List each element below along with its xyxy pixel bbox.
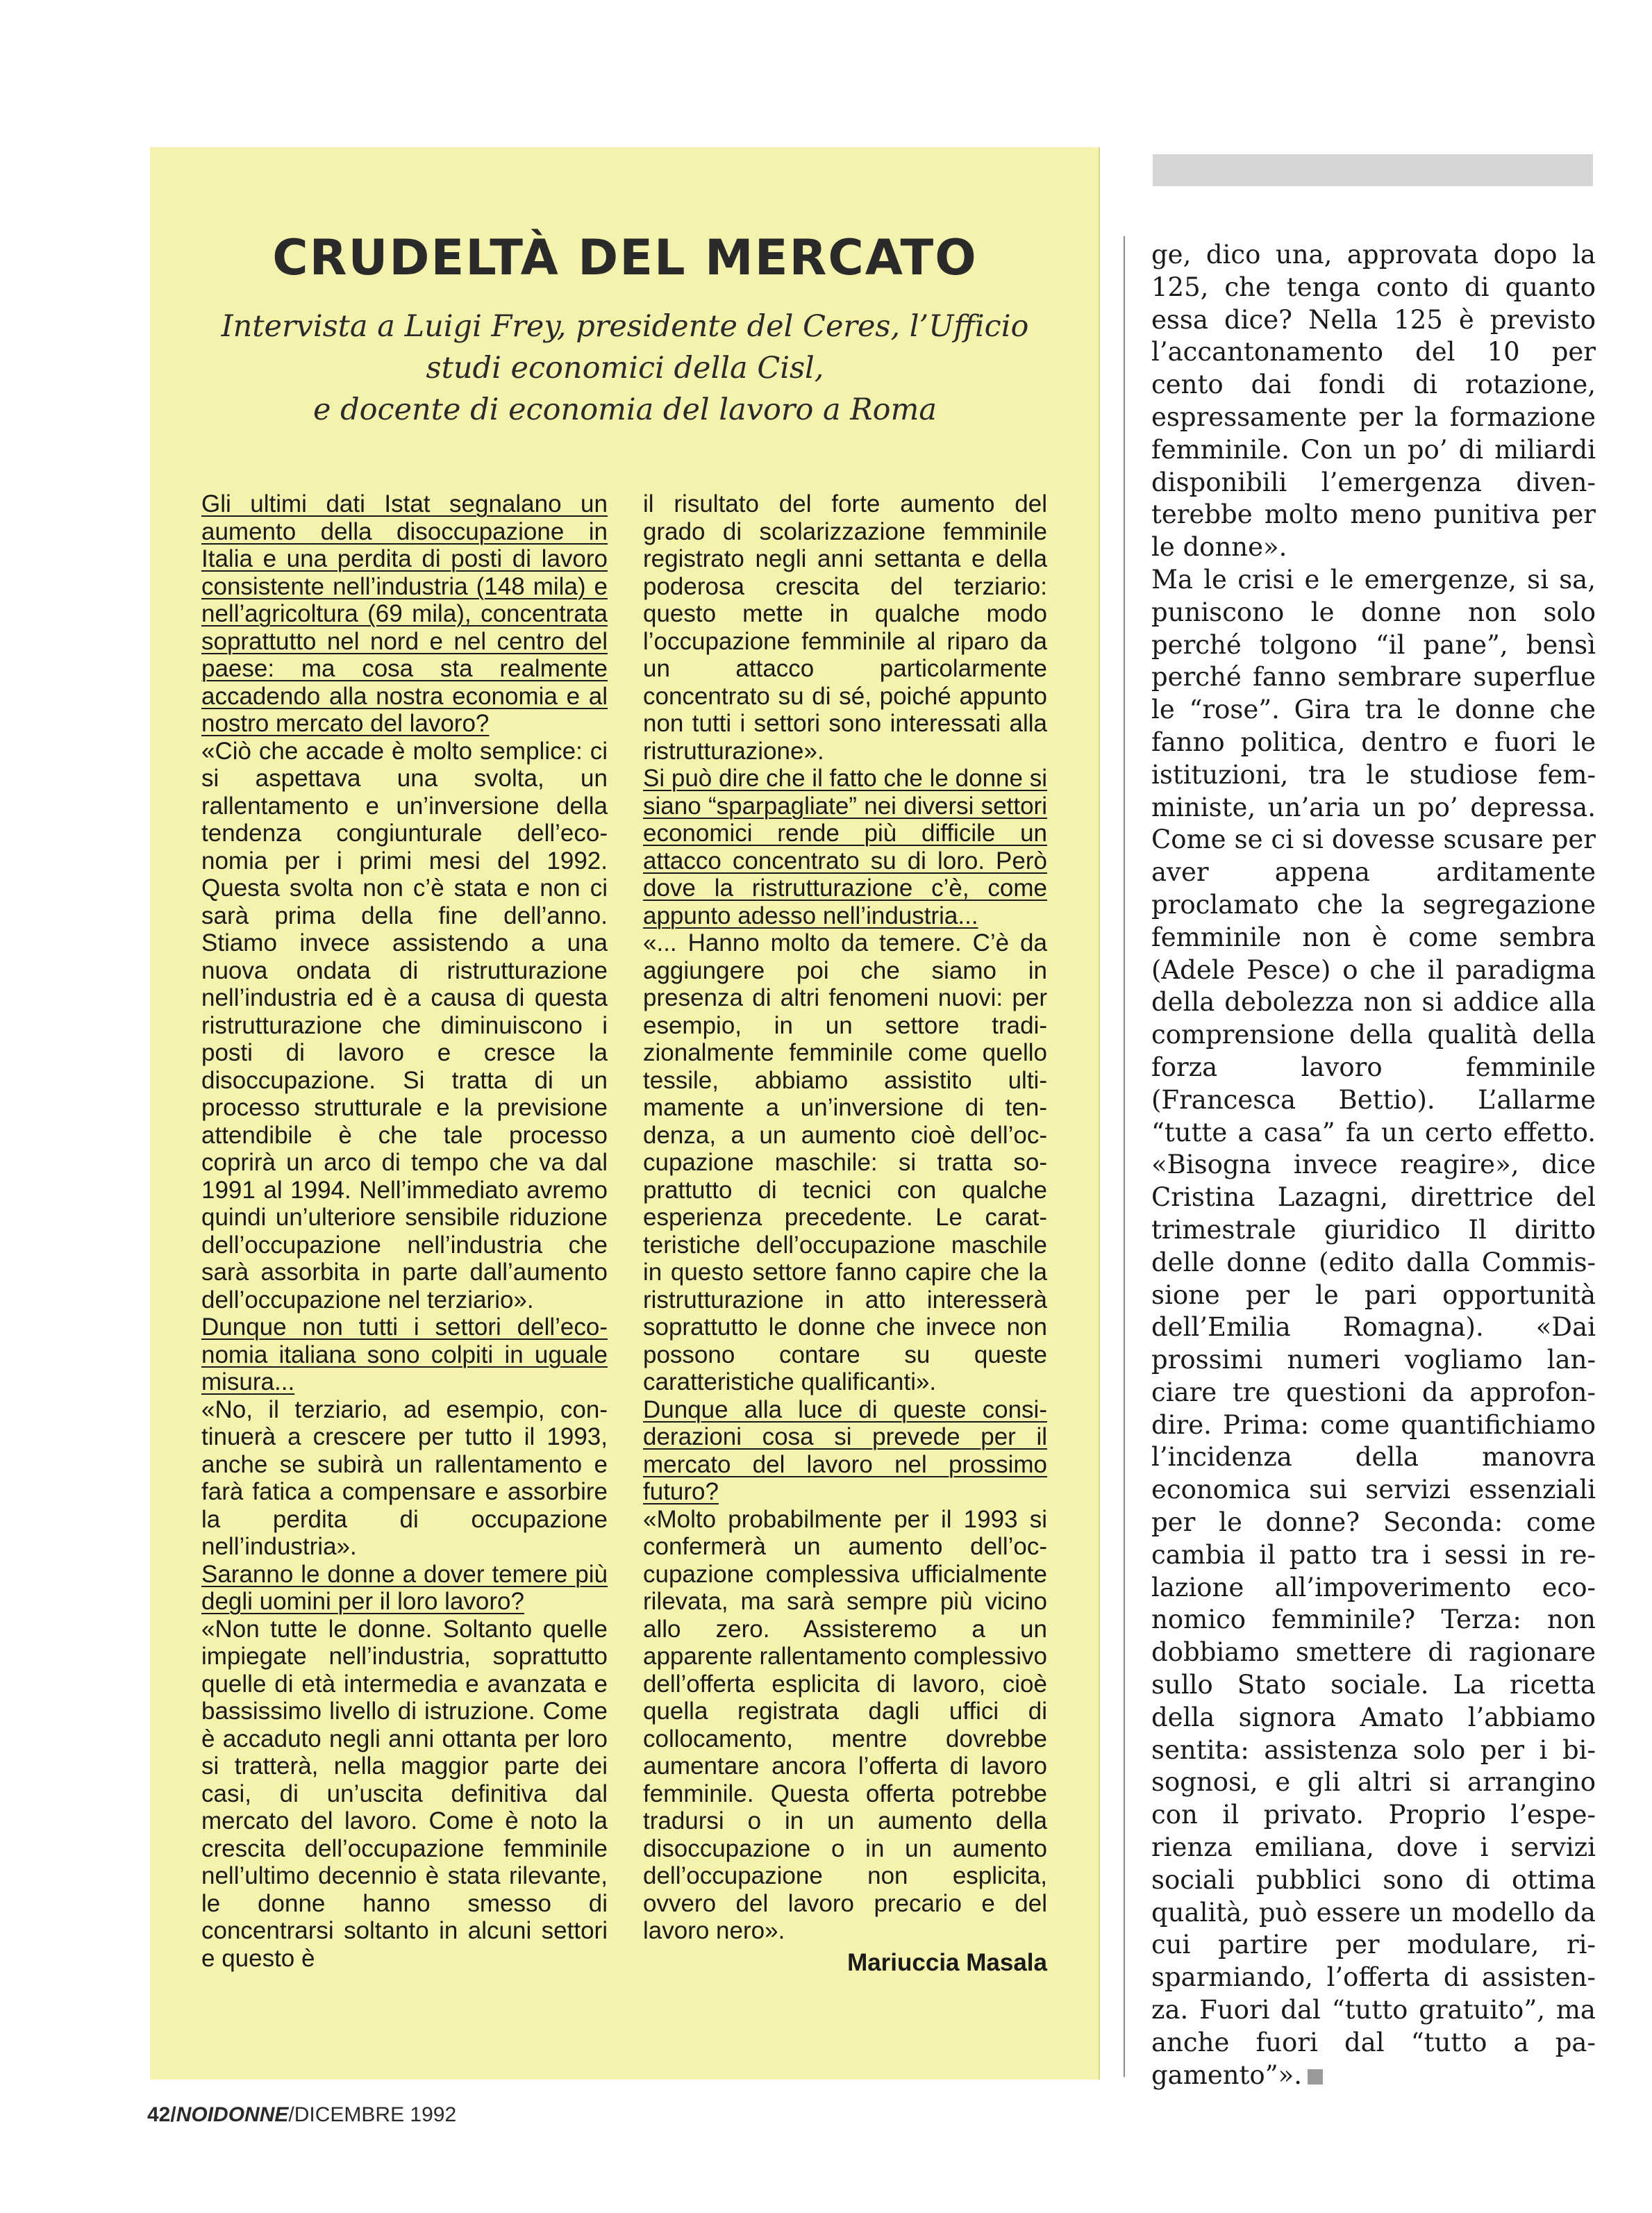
article-title: CRUDELTÀ DEL MERCATO	[272, 229, 978, 286]
interview-question: Saranno le donne a dover temere più degli uomini per il loro lavoro?	[201, 1560, 608, 1615]
page-number: 42/	[147, 2103, 176, 2126]
side-column	[1151, 239, 1596, 2091]
interview-question: Dunque alla luce di queste considerazioni cosa si prevede per il mercato del lavoro nel prossimo futuro?	[643, 1395, 1047, 1505]
decorative-grey-bar	[1153, 154, 1593, 186]
side-paragraph: ge, dico una, approvata dopo la 125, che tenga conto di quanto essa dice? Nella 125 è previsto l’accantonamento del 10 per cento dai fondi di rotazione, espressamente per la formazione femminile. Con un po’ di miliardi disponibili l’emergenza diventerebbe molto meno punitiva per le donne».	[1151, 240, 1596, 563]
issue-date: /DICEMBRE 1992	[288, 2103, 457, 2126]
interview-question: Gli ultimi dati Istat segnalano un aumento della disoccupazione in Italia e una perdita di posti di lavoro consistente nell’industria (148 mila) e nell’agricoltura (69 mila), concentrata soprattutto nel nord e nel centro del paese: ma cosa sta realmente accadendo alla nostra economia e al nostro mercato del lavoro?	[201, 490, 608, 737]
subtitle-line: studi economici della Cisl,	[426, 351, 824, 386]
interview-answer: «Non tutte le donne. Soltanto quelle impiegate nell’industria, soprattutto quelle di età intermedia e avanzata e bassissimo livello di istruzione. Come è accaduto negli anni ottanta per loro si tratterà, nella maggior parte dei casi, di un’uscita definitiva dal mercato del lavoro. Come è noto la crescita dell’occupazione femminile nell’ultimo decennio è stata rilevante, le donne hanno smesso di concentrarsi soltanto in alcuni settori e questo è	[201, 1615, 608, 1972]
magazine-name: NOIDONNE	[176, 2103, 289, 2126]
interview-column-2	[643, 490, 1047, 1976]
interview-question: Si può dire che il fatto che le donne si siano “sparpagliate” nei diversi settori economici rende più difficile un attacco concentrato su di loro. Però dove la ristrutturazione c’è, come appunto adesso nell’industria...	[643, 765, 1047, 929]
article-subtitle	[208, 306, 1042, 431]
interview-answer: «Molto probabilmente per il 1993 si confermerà un aumento dell’occupazione complessiva ufficialmente rilevata, ma sarà sempre più vicino allo zero. Assisteremo a un apparente rallentamento complessivo dell’offerta esplicita di lavoro, cioè quella registrata dagli uffici di collocamento, mentre dovrebbe aumentare ancora l’offerta di lavoro femminile. Questa offerta potrebbe tradursi o in un aumento della disoccupazione o in un aumento dell’occupazione non esplicita, ovvero del lavoro precario e del lavoro nero».	[643, 1505, 1047, 1944]
author-signature: Mariuccia Masala	[847, 1948, 1047, 1976]
side-paragraph	[1151, 564, 1596, 2091]
interview-answer: «... Hanno molto da temere. C’è da aggiungere poi che siamo in presenza di altri fenomeni nuovi: per esempio, in un settore tradizionalmente femminile come quello tessile, abbiamo assistito ultimamente a un’inversione di tendenza, a un aumento cioè dell’occupazione maschile: si tratta soprattutto di tecnici con qualche esperienza precedente. Le caratteristiche dell’occupazione maschile in questo settore fanno capire che la ristrutturazione in atto interesserà soprattutto le donne che invece non possono contare su queste caratteristiche qualificanti».	[643, 929, 1047, 1395]
interview-question: Dunque non tutti i settori dell’economia italiana sono colpiti in uguale misura...	[201, 1313, 608, 1395]
interview-column-1	[201, 490, 608, 1972]
interview-answer: il risultato del forte aumento del grado di scolarizzazione femminile registrato negli anni settanta e della poderosa crescita del terziario: questo mette in qualche modo l’occupazione femminile al riparo da un attacco particolarmente concentrato su di sé, poiché appunto non tutti i settori sono interessati alla ristrutturazione».	[643, 490, 1047, 765]
subtitle-line: e docente di economia del lavoro a Roma	[313, 392, 937, 427]
column-divider	[1124, 236, 1125, 2077]
page-footer	[147, 2103, 456, 2127]
interview-answer: «Ciò che accade è molto semplice: ci si aspettava una svolta, un rallentamento e un’inversione della tendenza congiunturale dell’economia per i primi mesi del 1992. Questa svolta non c’è stata e non ci sarà prima della fine dell’anno. Stiamo invece assistendo a una nuova ondata di ristrutturazione nell’industria ed è a causa di questa ristrutturazione che diminuiscono i posti di lavoro e cresce la disoccupazione. Si tratta di un processo strutturale e la previsione attendibile è che tale processo coprirà un arco di tempo che va dal 1991 al 1994. Nell’immediato avremo quindi un’ulteriore sensibile riduzione dell’occupazione nell’industria che sarà assorbita in parte dall’aumento dell’occupazione nel terziario».	[201, 737, 608, 1313]
interview-answer: «No, il terziario, ad esempio, continuerà a crescere per tutto il 1993, anche se subirà un rallentamento e farà fatica a compensare e assorbire la perdita di occupazione nell’industria».	[201, 1395, 608, 1560]
subtitle-line: Intervista a Luigi Frey, presidente del Ceres, l’Ufficio	[221, 309, 1029, 344]
end-of-article-square-icon	[1308, 2069, 1323, 2084]
side-paragraph-text: Ma le crisi e le emergenze, si sa, puniscono le donne non solo perché tolgono “il pane”, bensì perché fanno sembrare superflue le “rose”. Gira tra le donne che fanno politica, dentro e fuori le istituzioni, tra le studiose femministe, un’aria un po’ depressa. Come se ci si dovesse scusare per aver appena arditamente proclamato che la segregazione femminile non è come sembra (Adele Pesce) o che il paradigma della debolezza non si addice alla comprensione della qualità della forza lavoro femminile (Francesca Bettio). L’allarme “tutte a casa” fa un certo effetto. «Bisogna invece reagire», dice Cristina Lazagni, direttrice del trimestrale giuridico Il diritto delle donne (edito dalla Commissione per le pari opportunità dell’Emilia Romagna). «Dai prossimi numeri vogliamo lanciare tre questioni da approfondire. Prima: come quantifichiamo l’incidenza della manovra economica sui servizi essenziali per le donne? Seconda: come cambia il patto tra i sessi in relazione all’impoverimento economico femminile? Terza: non dobbiamo smettere di ragionare sullo Stato sociale. La ricetta della signora Amato l’abbiamo sentita: assistenza solo per i bisognosi, e gli altri si arrangino con il privato. Proprio l’esperienza emiliana, dove i servizi sociali pubblici sono di ottima qualità, può essere un modello da cui partire per modulare, risparmiando, l’offerta di assistenza. Fuori dal “tutto gratuito”, ma anche fuori dal “tutto a pagamento”».	[1151, 564, 1596, 2090]
